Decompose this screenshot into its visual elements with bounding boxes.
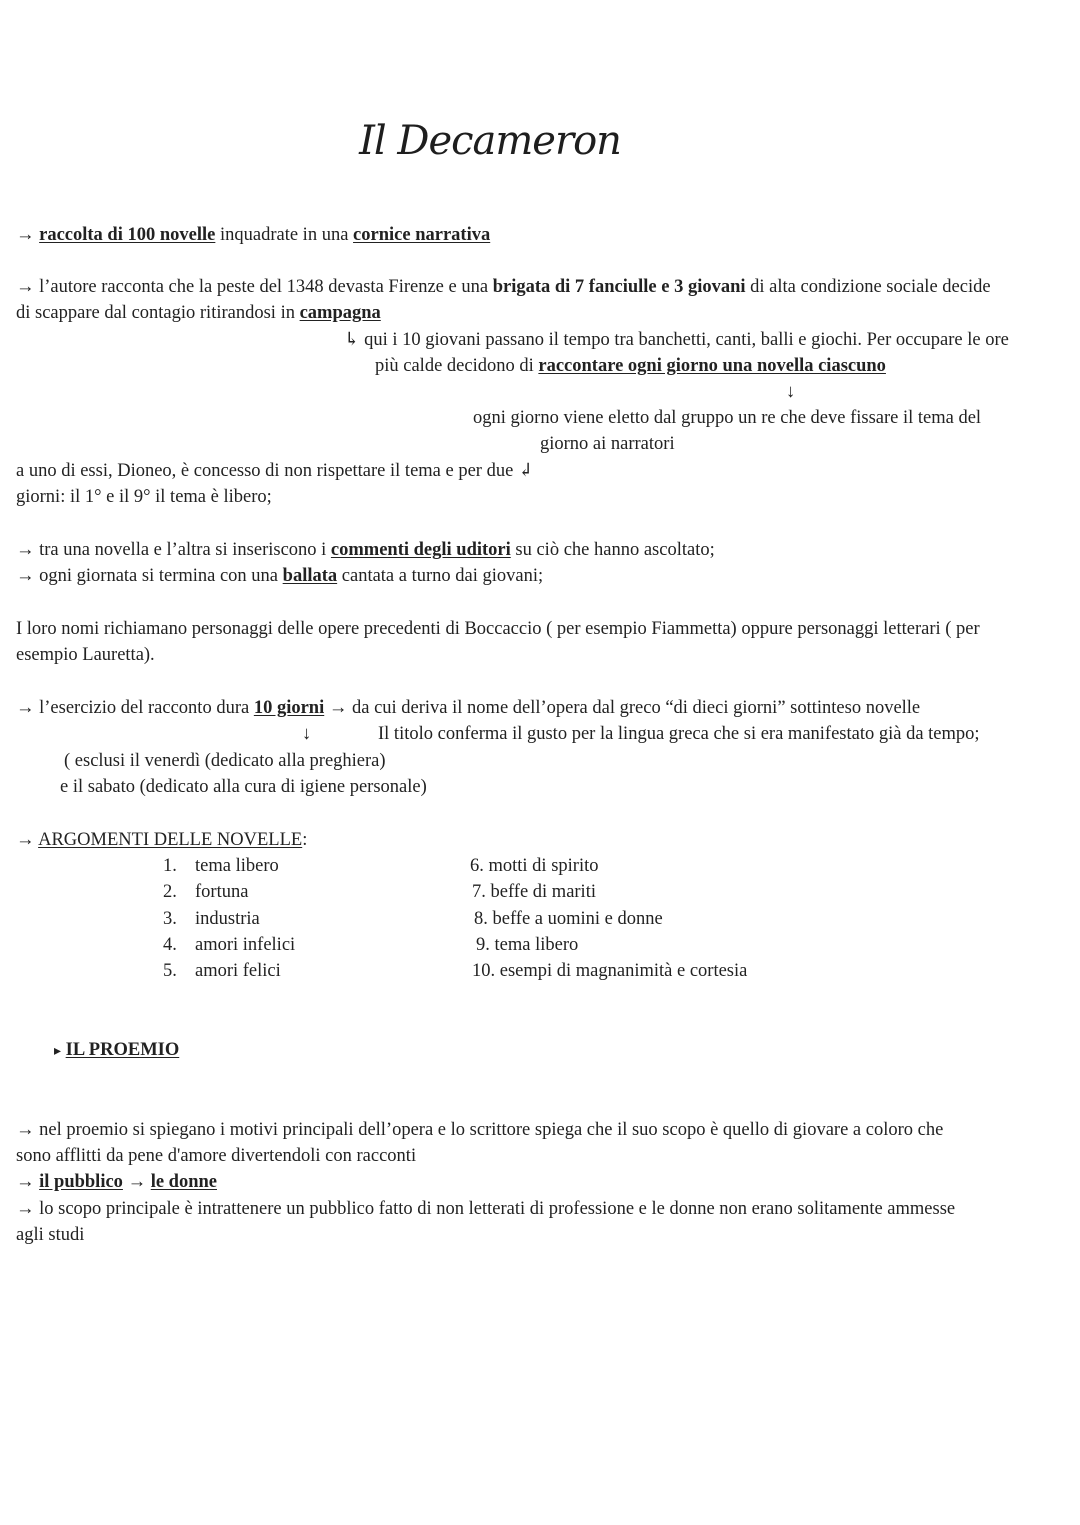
- list-item: 9. tema libero: [476, 935, 579, 955]
- text-line: [16, 695, 920, 721]
- list-item: [163, 932, 296, 958]
- underlined-term: campagna: [299, 303, 381, 323]
- underlined-term: il pubblico: [39, 1172, 123, 1192]
- list-text: amori infelici: [195, 935, 296, 955]
- list-item: 6. motti di spirito: [470, 856, 599, 876]
- list-text: industria: [195, 909, 260, 929]
- bold-term: brigata di 7 fanciulle e 3 giovani: [492, 277, 746, 297]
- list-number: 1.: [163, 856, 177, 876]
- text: l’esercizio del racconto dura: [39, 698, 254, 718]
- text-line: [16, 300, 381, 326]
- text: :: [302, 830, 308, 850]
- arrow-icon: →: [16, 566, 35, 586]
- down-arrow-icon: ↓: [302, 724, 312, 744]
- arrow-icon: →: [16, 698, 35, 718]
- text-line: Il titolo conferma il gusto per la lingua greca che si era manifestato già da tempo;: [378, 724, 980, 744]
- text-line: [16, 1117, 943, 1143]
- arrow-icon: →: [16, 540, 35, 560]
- text-line: giorni: il 1° e il 9° il tema è libero;: [16, 487, 272, 507]
- arrow-icon: →: [16, 277, 35, 297]
- list-item: [163, 879, 249, 905]
- list-number: 4.: [163, 935, 177, 955]
- list-item: [163, 853, 279, 879]
- text-line: esempio Lauretta).: [16, 645, 155, 665]
- arrow-icon: →: [16, 225, 35, 245]
- text-line: [16, 563, 543, 589]
- text: su ciò che hanno ascoltato;: [510, 540, 715, 560]
- text: di scappare dal contagio ritirandosi in: [16, 303, 300, 323]
- text-line: giorno ai narratori: [540, 434, 675, 454]
- list-item: [163, 958, 281, 984]
- arrow-icon: →: [16, 1120, 35, 1140]
- underlined-term: le donne: [150, 1172, 217, 1192]
- underlined-term: 10 giorni: [253, 698, 325, 718]
- text: → da cui deriva il nome dell’opera dal greco “di dieci giorni” sottinteso novelle: [324, 698, 921, 718]
- text: nel proemio si spiegano i motivi principali dell’opera e lo scrittore spiega che il suo scopo è quello di giovare a coloro che: [39, 1120, 944, 1140]
- text: tra una novella e l’altra si inseriscono i: [39, 540, 331, 560]
- list-text: tema libero: [195, 856, 279, 876]
- text-line: e il sabato (dedicato alla cura di igiene personale): [60, 777, 427, 797]
- text: l’autore racconta che la peste del 1348 devasta Firenze e una: [39, 277, 493, 297]
- underlined-term: cornice narrativa: [353, 225, 491, 245]
- text-line: I loro nomi richiamano personaggi delle opere precedenti di Boccaccio ( per esempio Fiammetta) oppure personaggi letterari ( per: [16, 619, 980, 639]
- text: lo scopo principale è intrattenere un pubblico fatto di non letterati di professione e le donne non erano solitamente ammesse: [39, 1199, 956, 1219]
- list-item: 10. esempi di magnanimità e cortesia: [472, 961, 748, 981]
- arrow-icon: →: [16, 1172, 35, 1192]
- underlined-term: commenti degli uditori: [330, 540, 511, 560]
- text: più calde decidono di: [375, 356, 539, 376]
- list-item: [163, 906, 260, 932]
- arrow-icon: →: [127, 1172, 147, 1192]
- text-line: [16, 537, 715, 563]
- section-heading: [16, 827, 307, 853]
- text: inquadrate in una: [215, 225, 354, 245]
- text: cantata a turno dai giovani;: [337, 566, 544, 586]
- arrow-icon: →: [16, 830, 35, 850]
- list-item: 7. beffe di mariti: [472, 882, 596, 902]
- text-line: a uno di essi, Dioneo, è concesso di non rispettare il tema e per due ↲: [16, 461, 534, 481]
- underlined-term: raccontare ogni giorno una novella ciascuno: [538, 356, 886, 376]
- text-line: sono afflitti da pene d'amore divertendoli con racconti: [16, 1146, 417, 1166]
- list-number: 5.: [163, 961, 177, 981]
- text-line: [16, 222, 490, 248]
- triangle-bullet-icon: ▸: [54, 1044, 62, 1059]
- text: ogni giornata si termina con una: [39, 566, 283, 586]
- text-line: [16, 274, 991, 300]
- text: di alta condizione sociale decide: [745, 277, 991, 297]
- page-title: Il Decameron: [359, 118, 621, 164]
- section-heading: [54, 1037, 179, 1065]
- text-line: ↳ qui i 10 giovani passano il tempo tra banchetti, canti, balli e giochi. Per occupare le ore: [344, 330, 1009, 350]
- arrow-icon: →: [16, 1199, 35, 1219]
- list-item: 8. beffe a uomini e donne: [474, 909, 663, 929]
- list-text: amori felici: [195, 961, 281, 981]
- text-line: [16, 1169, 217, 1195]
- list-number: 3.: [163, 909, 177, 929]
- underlined-term: raccolta di 100 novelle: [39, 225, 216, 245]
- text-line: ogni giorno viene eletto dal gruppo un re che deve fissare il tema del: [473, 408, 982, 428]
- underlined-term: ballata: [282, 566, 338, 586]
- heading-text: IL PROEMIO: [65, 1040, 180, 1060]
- list-number: 2.: [163, 882, 177, 902]
- down-arrow-icon: ↓: [786, 382, 796, 402]
- list-text: fortuna: [195, 882, 249, 902]
- text-line: agli studi: [16, 1225, 85, 1245]
- text-line: ( esclusi il venerdì (dedicato alla preghiera): [64, 751, 386, 771]
- heading-text: ARGOMENTI DELLE NOVELLE: [38, 830, 303, 850]
- text-line: [16, 1196, 955, 1222]
- text-line: [375, 353, 886, 379]
